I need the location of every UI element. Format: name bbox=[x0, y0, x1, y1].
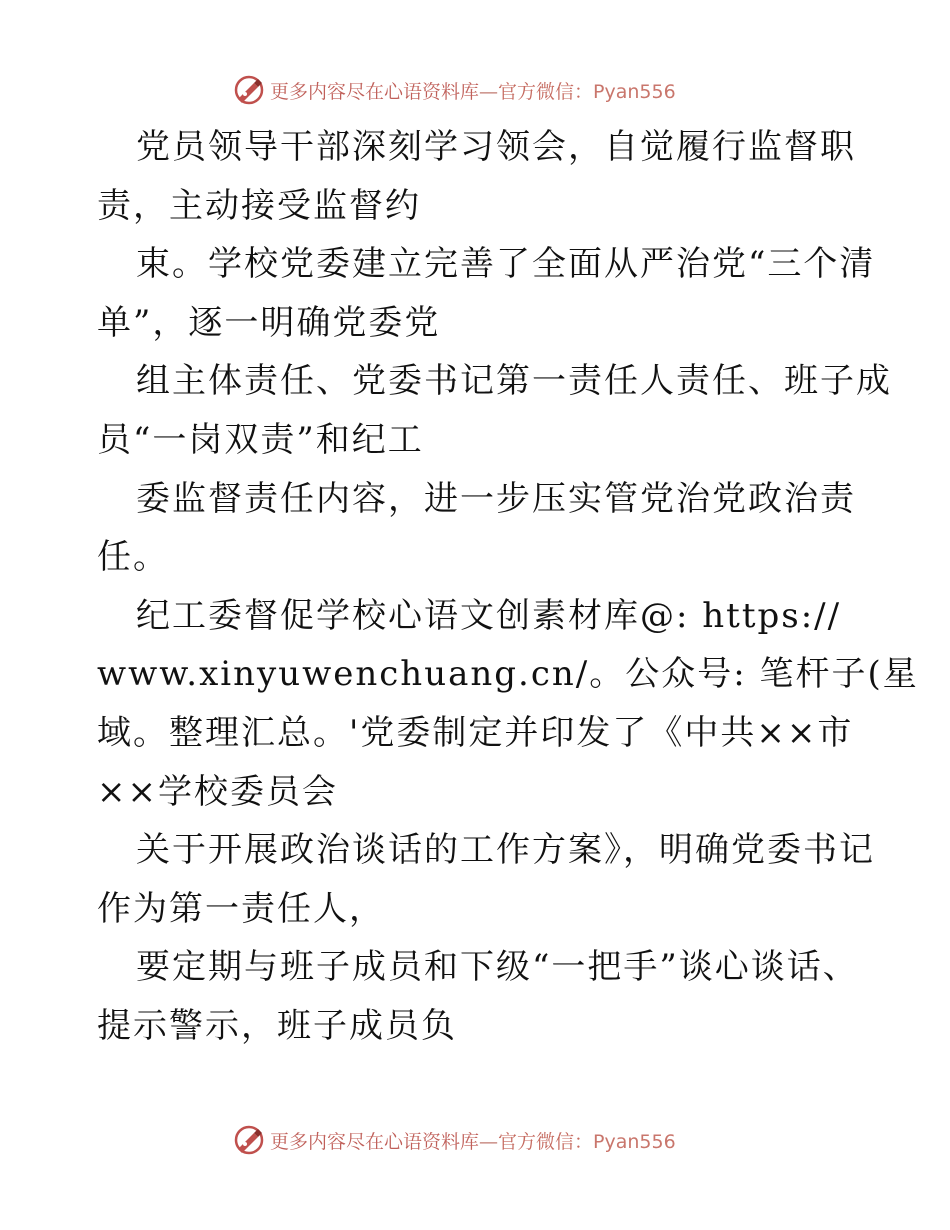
pen-logo-icon bbox=[232, 73, 266, 107]
text-line: 要定期与班子成员和下级“一把手”谈心谈话、 bbox=[136, 947, 859, 988]
banner-site-text: 更多内容尽在心语资料库 bbox=[270, 80, 480, 103]
banner-wechat-id: Pyan556 bbox=[593, 80, 676, 103]
footer-banner bbox=[232, 1122, 712, 1158]
text-line: ××学校委员会 bbox=[97, 771, 338, 812]
text-line: 党员领导干部深刻学习领会，自觉履行监督职 bbox=[136, 127, 856, 167]
text-line: 委监督责任内容，进一步压实管党治党政治责 bbox=[136, 478, 856, 519]
banner-site-text: 更多内容尽在心语资料库 bbox=[270, 1130, 480, 1153]
pen-logo-icon bbox=[232, 1123, 266, 1157]
text-line: 责，主动接受监督约 bbox=[97, 185, 421, 226]
text-line: 域。整理汇总。'党委制定并印发了《中共××市 bbox=[97, 712, 854, 753]
banner-wechat-label: 官方微信： bbox=[498, 1130, 594, 1153]
text-line: 单”，逐一明确党委党 bbox=[97, 302, 441, 343]
banner-wechat-label: 官方微信： bbox=[498, 80, 594, 103]
text-line: 提示警示，班子成员负 bbox=[97, 1005, 457, 1046]
header-banner bbox=[232, 72, 712, 108]
text-line: 纪工委督促学校心语文创素材库@: https:// bbox=[136, 595, 842, 636]
text-line: 组主体责任、党委书记第一责任人责任、班子成 bbox=[136, 361, 892, 402]
text-line: 作为第一责任人， bbox=[97, 888, 385, 929]
text-line: 任。 bbox=[97, 537, 169, 578]
banner-dash: — bbox=[479, 1130, 499, 1153]
text-line: 关于开展政治谈话的工作方案》，明确党委书记 bbox=[136, 830, 875, 871]
text-line: www.xinyuwenchuang.cn/。公众号: 笔杆子(星 bbox=[97, 654, 919, 695]
banner-dash: — bbox=[479, 80, 499, 103]
text-line: 束。学校党委建立完善了全面从严治党“三个清 bbox=[136, 244, 876, 285]
document-body bbox=[97, 118, 919, 1056]
text-line: 员“一岗双责”和纪工 bbox=[97, 419, 424, 460]
banner-wechat-id: Pyan556 bbox=[593, 1130, 676, 1153]
